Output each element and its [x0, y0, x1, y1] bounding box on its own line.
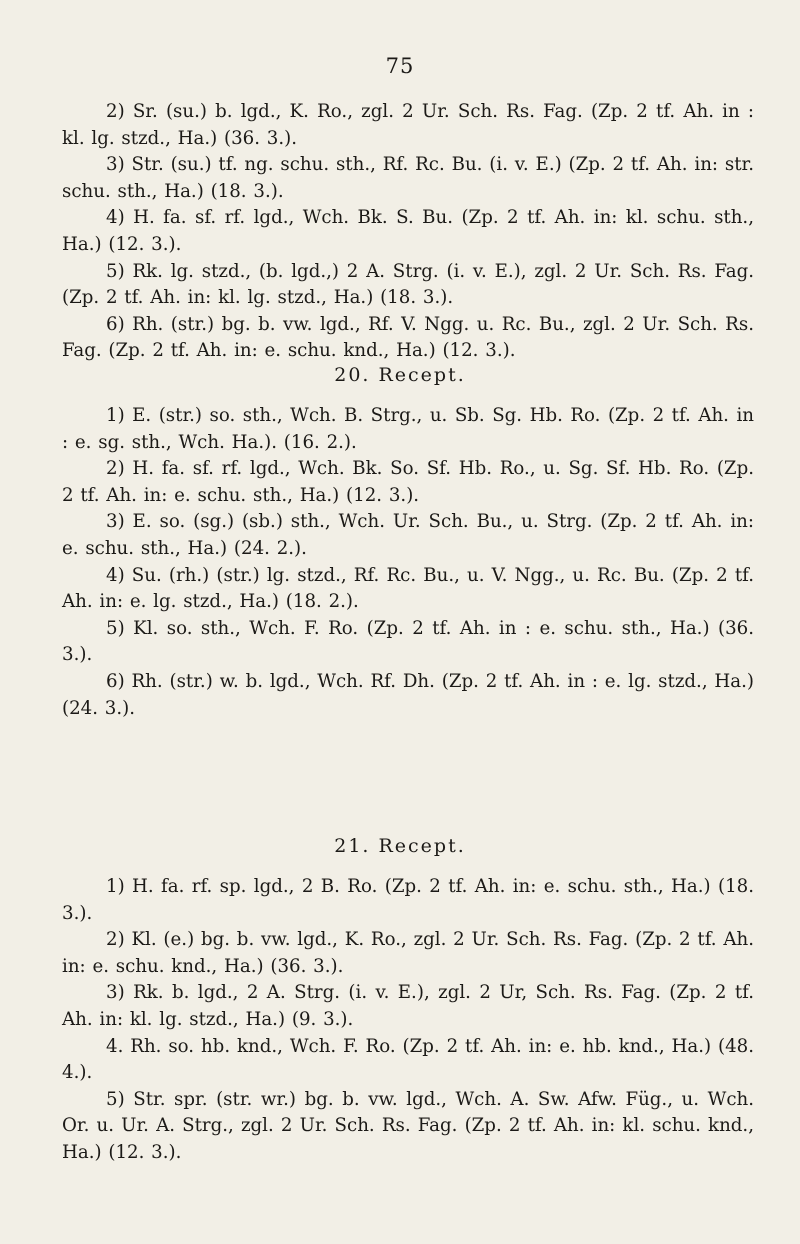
recipe-item: 4) H. fa. sf. rf. lgd., Wch. Bk. S. Bu. (Zp. 2 tf. Ah. in: kl. schu. sth., Ha.) (12. 3.). [62, 207, 754, 255]
recipe-item: 4. Rh. so. hb. knd., Wch. F. Ro. (Zp. 2 tf. Ah. in: e. hb. knd., Ha.) (48. 4.). [62, 1035, 754, 1084]
recipe-item: 3) Str. (su.) tf. ng. schu. sth., Rf. Rc. Bu. (i. v. E.) (Zp. 2 tf. Ah. in: str. schu. sth., Ha.) (18. 3.). [62, 154, 754, 202]
recipe-item: 4) Su. (rh.) (str.) lg. stzd., Rf. Rc. Bu., u. V. Ngg., u. Rc. Bu. (Zp. 2 tf. Ah. in: e. lg. stzd., Ha.) (18. 2.). [62, 564, 754, 613]
recipe-item: 2) Sr. (su.) b. lgd., K. Ro., zgl. 2 Ur. Sch. Rs. Fag. (Zp. 2 tf. Ah. in : kl. lg. stzd., Ha.) (36. 3.). [62, 101, 754, 149]
recipe-item: 6) Rh. (str.) w. b. lgd., Wch. Rf. Dh. (Zp. 2 tf. Ah. in : e. lg. stzd., Ha.) (24. 3.). [62, 670, 754, 719]
recipe-item: 5) Kl. so. sth., Wch. F. Ro. (Zp. 2 tf. Ah. in : e. schu. sth., Ha.) (36. 3.). [62, 617, 754, 666]
section-21 [62, 874, 754, 1167]
recipe-item: 6) Rh. (str.) bg. b. vw. lgd., Rf. V. Ngg. u. Rc. Bu., zgl. 2 Ur. Sch. Rs. Fag. (Zp. 2 tf. Ah. in: e. schu. knd., Ha.) (12. 3.). [62, 313, 754, 362]
recipe-item: 3) Rk. b. lgd., 2 A. Strg. (i. v. E.), zgl. 2 Ur, Sch. Rs. Fag. (Zp. 2 tf. Ah. in: kl. lg. stzd., Ha.) (9. 3.). [62, 982, 754, 1030]
recipe-item: 1) E. (str.) so. sth., Wch. B. Strg., u. Sb. Sg. Hb. Ro. (Zp. 2 tf. Ah. in : e. sg. sth., Wch. Ha.). (16. 2.). [62, 405, 754, 453]
recipe-item: 3) E. so. (sg.) (sb.) sth., Wch. Ur. Sch. Bu., u. Strg. (Zp. 2 tf. Ah. in: e. schu. sth., Ha.) (24. 2.). [62, 511, 754, 559]
section-heading-20: 20. Recept. [334, 364, 466, 386]
section-20 [62, 403, 754, 722]
recipe-item: 1) H. fa. rf. sp. lgd., 2 B. Ro. (Zp. 2 tf. Ah. in: e. schu. sth., Ha.) (18. 3.). [62, 876, 754, 924]
section-heading-21: 21. Recept. [334, 835, 466, 857]
recipe-item: 5) Rk. lg. stzd., (b. lgd.,) 2 A. Strg. (i. v. E.), zgl. 2 Ur. Sch. Rs. Fag. (Zp. 2 tf. Ah. in: kl. lg. stzd., Ha.) (18. 3.). [62, 260, 754, 309]
recipe-item: 5) Str. spr. (str. wr.) bg. b. vw. lgd., Wch. A. Sw. Afw. Füg., u. Wch. Or. u. Ur. A. Strg., zgl. 2 Ur. Sch. Rs. Fag. (Zp. 2 tf. Ah. in: kl. schu. knd., Ha.) (12. 3.). [62, 1088, 754, 1163]
section-19-continued [62, 99, 754, 365]
page-number: 75 [385, 54, 415, 78]
recipe-item: 2) Kl. (e.) bg. b. vw. lgd., K. Ro., zgl. 2 Ur. Sch. Rs. Fag. (Zp. 2 tf. Ah. in: e. schu. knd., Ha.) (36. 3.). [62, 929, 754, 977]
recipe-item: 2) H. fa. sf. rf. lgd., Wch. Bk. So. Sf. Hb. Ro., u. Sg. Sf. Hb. Ro. (Zp. 2 tf. Ah. in: e. schu. sth., Ha.) (12. 3.). [62, 458, 754, 506]
